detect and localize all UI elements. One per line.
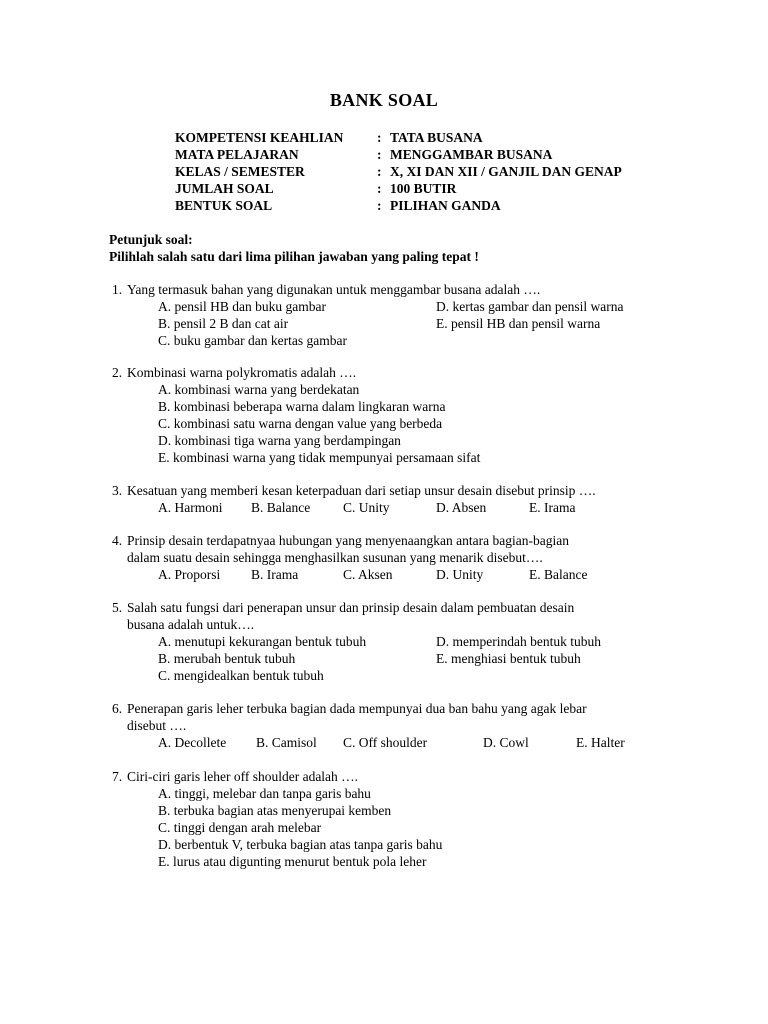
info-label: KOMPETENSI KEAHLIAN bbox=[175, 130, 344, 145]
option-d: D. Cowl bbox=[483, 735, 529, 750]
instructions-text: Pilihlah salah satu dari lima pilihan jawaban yang paling tepat ! bbox=[109, 249, 479, 264]
question-text: Yang termasuk bahan yang digunakan untuk menggambar busana adalah …. bbox=[127, 282, 541, 297]
question-text: Kombinasi warna polykromatis adalah …. bbox=[127, 365, 357, 380]
option-a: A. menutupi kekurangan bentuk tubuh bbox=[158, 634, 367, 649]
question-text-continued: dalam suatu desain sehingga menghasilkan susunan yang menarik disebut…. bbox=[127, 550, 543, 565]
info-separator: : bbox=[377, 164, 382, 179]
option-e: E. Irama bbox=[529, 500, 576, 515]
instructions bbox=[109, 231, 479, 265]
info-label: JUMLAH SOAL bbox=[175, 181, 274, 196]
info-value: MENGGAMBAR BUSANA bbox=[390, 147, 553, 162]
option-e: E. pensil HB dan pensil warna bbox=[436, 316, 601, 331]
question-number: 3. bbox=[112, 483, 123, 498]
option-a: A. tinggi, melebar dan tanpa garis bahu bbox=[158, 786, 371, 801]
question-text-continued: disebut …. bbox=[127, 718, 187, 733]
question-number: 5. bbox=[112, 600, 123, 615]
option-d: D. berbentuk V, terbuka bagian atas tanpa garis bahu bbox=[158, 837, 443, 852]
option-e: E. menghiasi bentuk tubuh bbox=[436, 651, 581, 666]
info-separator: : bbox=[377, 147, 382, 162]
option-e: E. Halter bbox=[576, 735, 625, 750]
option-a: A. pensil HB dan buku gambar bbox=[158, 299, 326, 314]
question-text: Penerapan garis leher terbuka bagian dada mempunyai dua ban bahu yang agak lebar bbox=[127, 701, 587, 716]
info-separator: : bbox=[377, 198, 382, 213]
question-text: Prinsip desain terdapatnyaa hubungan yang menyenaangkan antara bagian-bagian bbox=[127, 533, 569, 548]
option-b: B. merubah bentuk tubuh bbox=[158, 651, 296, 666]
option-b: B. pensil 2 B dan cat air bbox=[158, 316, 289, 331]
option-d: D. memperindah bentuk tubuh bbox=[436, 634, 601, 649]
option-b: B. kombinasi beberapa warna dalam lingkaran warna bbox=[158, 399, 446, 414]
info-label: KELAS / SEMESTER bbox=[175, 164, 305, 179]
option-e: E. kombinasi warna yang tidak mempunyai persamaan sifat bbox=[158, 450, 481, 465]
option-d: D. Unity bbox=[436, 567, 484, 582]
option-c: C. Off shoulder bbox=[343, 735, 428, 750]
question-text: Salah satu fungsi dari penerapan unsur dan prinsip desain dalam pembuatan desain bbox=[127, 600, 575, 615]
info-value: X, XI DAN XII / GANJIL DAN GENAP bbox=[390, 164, 622, 179]
info-separator: : bbox=[377, 130, 382, 145]
option-d: D. Absen bbox=[436, 500, 487, 515]
option-a: A. Decollete bbox=[158, 735, 227, 750]
option-b: B. Camisol bbox=[256, 735, 317, 750]
option-b: B. terbuka bagian atas menyerupai kemben bbox=[158, 803, 392, 818]
option-d: D. kombinasi tiga warna yang berdampingan bbox=[158, 433, 401, 448]
question-text: Kesatuan yang memberi kesan keterpaduan dari setiap unsur desain disebut prinsip …. bbox=[127, 483, 596, 498]
option-c: C. tinggi dengan arah melebar bbox=[158, 820, 322, 835]
question-number: 6. bbox=[112, 701, 123, 716]
question-number: 1. bbox=[112, 282, 123, 297]
question-number: 2. bbox=[112, 365, 123, 380]
option-c: C. kombinasi satu warna dengan value yang berbeda bbox=[158, 416, 443, 431]
option-a: A. Harmoni bbox=[158, 500, 223, 515]
instructions-heading: Petunjuk soal: bbox=[109, 232, 193, 247]
option-e: E. lurus atau digunting menurut bentuk pola leher bbox=[158, 854, 427, 869]
question-number: 7. bbox=[112, 769, 123, 784]
option-c: C. mengidealkan bentuk tubuh bbox=[158, 668, 324, 683]
info-value: 100 BUTIR bbox=[390, 181, 457, 196]
info-label: BENTUK SOAL bbox=[175, 198, 273, 213]
question-number: 4. bbox=[112, 533, 123, 548]
page-title: BANK SOAL bbox=[329, 90, 439, 110]
option-c: C. Aksen bbox=[343, 567, 393, 582]
option-a: A. Proporsi bbox=[158, 567, 221, 582]
option-c: C. Unity bbox=[343, 500, 390, 515]
option-e: E. Balance bbox=[529, 567, 588, 582]
info-separator: : bbox=[377, 181, 382, 196]
info-label: MATA PELAJARAN bbox=[175, 147, 299, 162]
question-text: Ciri-ciri garis leher off shoulder adalah …. bbox=[127, 769, 359, 784]
option-c: C. buku gambar dan kertas gambar bbox=[158, 333, 347, 348]
option-b: B. Balance bbox=[251, 500, 311, 515]
question-text-continued: busana adalah untuk…. bbox=[127, 617, 255, 632]
option-d: D. kertas gambar dan pensil warna bbox=[436, 299, 624, 314]
option-a: A. kombinasi warna yang berdekatan bbox=[158, 382, 360, 397]
info-value: PILIHAN GANDA bbox=[390, 198, 501, 213]
info-value: TATA BUSANA bbox=[390, 130, 483, 145]
option-b: B. Irama bbox=[251, 567, 299, 582]
